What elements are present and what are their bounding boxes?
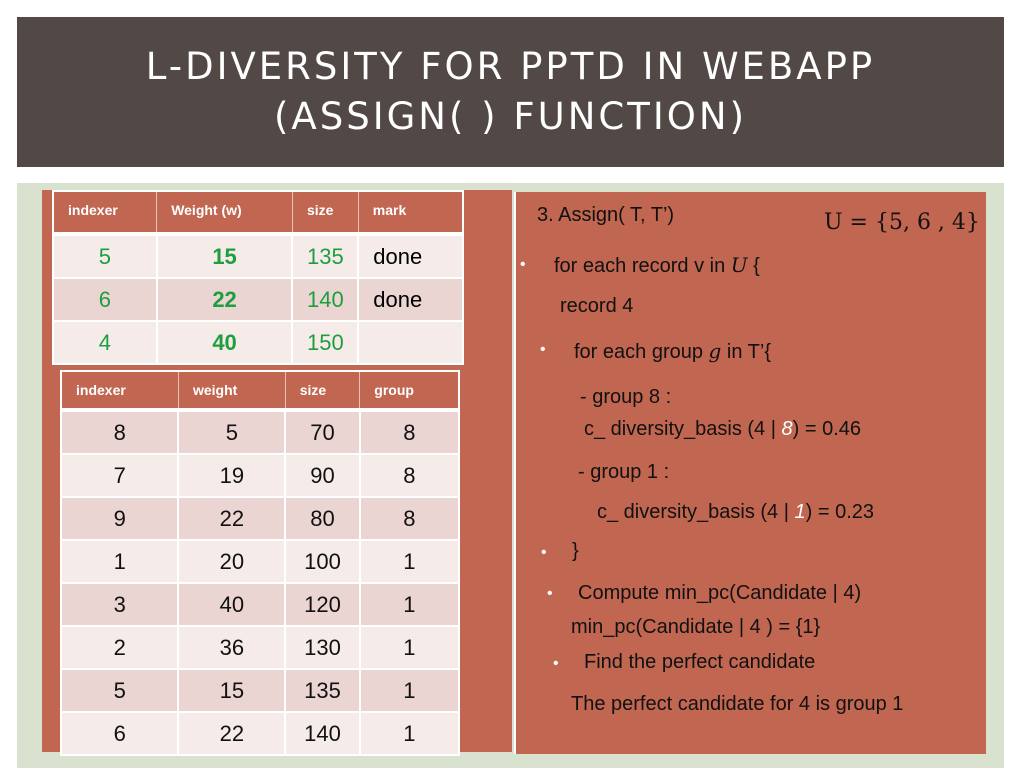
c1-group: 1 — [794, 501, 806, 523]
table-cell: 40 — [157, 321, 293, 364]
c8-group: 8 — [781, 418, 793, 440]
table-cell: 8 — [61, 410, 178, 454]
table-row — [61, 454, 459, 497]
table-row — [61, 540, 459, 583]
table-cell: 100 — [285, 540, 360, 583]
column-header: weight — [178, 371, 285, 410]
table-cell: 90 — [285, 454, 360, 497]
table-cell — [358, 321, 463, 364]
table-cell: 150 — [292, 321, 358, 364]
table-cell: 2 — [61, 626, 178, 669]
record-table — [52, 190, 464, 365]
table-cell: 4 — [53, 321, 157, 364]
bullet-icon: • — [520, 256, 526, 273]
g-symbol: g — [708, 339, 722, 363]
table-cell: 22 — [178, 497, 285, 540]
title-bar — [17, 17, 1004, 167]
c8-value: ) = 0.46 — [792, 418, 862, 440]
for-group-line — [574, 339, 771, 364]
table-cell: 9 — [61, 497, 178, 540]
table-cell: 15 — [178, 669, 285, 712]
c8-prefix: c_ diversity_basis (4 | — [584, 418, 782, 440]
table-row — [53, 321, 463, 364]
table-row — [61, 497, 459, 540]
brace-text: { — [747, 255, 760, 277]
table-cell: 140 — [285, 712, 360, 755]
table-cell: 6 — [61, 712, 178, 755]
bullet-icon: • — [553, 655, 559, 672]
for-record-text: for each record v in — [554, 255, 731, 277]
table-cell: 8 — [360, 410, 459, 454]
table-cell: 22 — [178, 712, 285, 755]
bullet-icon: • — [547, 585, 553, 602]
bullet-icon: • — [541, 544, 547, 561]
table-cell: done — [358, 278, 463, 321]
c1-prefix: c_ diversity_basis (4 | — [597, 501, 795, 523]
table-cell: 20 — [178, 540, 285, 583]
table-cell: 135 — [285, 669, 360, 712]
table-cell: 1 — [360, 583, 459, 626]
table-cell: 80 — [285, 497, 360, 540]
slide-title-line2: (ASSIGN( ) FUNCTION) — [274, 95, 747, 138]
u-set-formula — [824, 210, 980, 235]
group-table — [60, 370, 460, 756]
table-cell: 1 — [360, 712, 459, 755]
table-row — [61, 712, 459, 755]
table-cell: 19 — [178, 454, 285, 497]
result-line: The perfect candidate for 4 is group 1 — [571, 693, 904, 715]
table-cell: 120 — [285, 583, 360, 626]
table-cell: 8 — [360, 454, 459, 497]
column-header: Weight (w) — [157, 191, 293, 234]
group1-label: - group 1 : — [578, 461, 670, 483]
table-cell: 3 — [61, 583, 178, 626]
bullet-icon: • — [540, 341, 546, 358]
table-cell: 1 — [61, 540, 178, 583]
table-cell: 40 — [178, 583, 285, 626]
table-header-row — [61, 371, 459, 410]
table-header-row — [53, 191, 463, 234]
compute-line: Compute min_pc(Candidate | 4) — [578, 582, 862, 604]
column-header: group — [360, 371, 459, 410]
table-row — [53, 234, 463, 278]
c-diversity-8 — [584, 418, 861, 441]
table-row — [61, 669, 459, 712]
table-cell: 1 — [360, 540, 459, 583]
table-cell: 70 — [285, 410, 360, 454]
for-group-text: for each group — [574, 341, 709, 363]
table-row — [61, 583, 459, 626]
table-cell: 15 — [157, 234, 293, 278]
u-symbol: U — [730, 253, 748, 277]
table-cell: 140 — [292, 278, 358, 321]
find-line: Find the perfect candidate — [584, 651, 816, 673]
table-cell: 5 — [178, 410, 285, 454]
close-brace: } — [572, 540, 579, 562]
table-row — [61, 626, 459, 669]
table-cell: 1 — [360, 626, 459, 669]
column-header: indexer — [61, 371, 178, 410]
assign-heading: 3. Assign( T, T’) — [537, 204, 675, 226]
u-set-text: U = {5, 6 , 4} — [824, 210, 980, 235]
column-header: mark — [358, 191, 463, 234]
column-header: size — [285, 371, 360, 410]
table-cell: 135 — [292, 234, 358, 278]
table-cell: 7 — [61, 454, 178, 497]
c-diversity-1 — [597, 501, 874, 524]
table-cell: done — [358, 234, 463, 278]
column-header: size — [292, 191, 358, 234]
table-cell: 130 — [285, 626, 360, 669]
table-cell: 22 — [157, 278, 293, 321]
record-line: record 4 — [560, 295, 634, 317]
for-record-line — [554, 253, 760, 278]
table-cell: 36 — [178, 626, 285, 669]
table-cell: 6 — [53, 278, 157, 321]
table-cell: 5 — [61, 669, 178, 712]
table-cell: 5 — [53, 234, 157, 278]
column-header: indexer — [53, 191, 157, 234]
table-cell: 1 — [360, 669, 459, 712]
group8-label: - group 8 : — [580, 386, 672, 408]
table-row — [53, 278, 463, 321]
table-row — [61, 410, 459, 454]
c1-value: ) = 0.23 — [805, 501, 875, 523]
table-cell: 8 — [360, 497, 459, 540]
min-pc-line: min_pc(Candidate | 4 ) = {1} — [571, 616, 821, 638]
slide-title-line1: L-DIVERSITY FOR PPTD IN WEBAPP — [145, 45, 876, 88]
in-t-text: in T’{ — [721, 341, 772, 363]
